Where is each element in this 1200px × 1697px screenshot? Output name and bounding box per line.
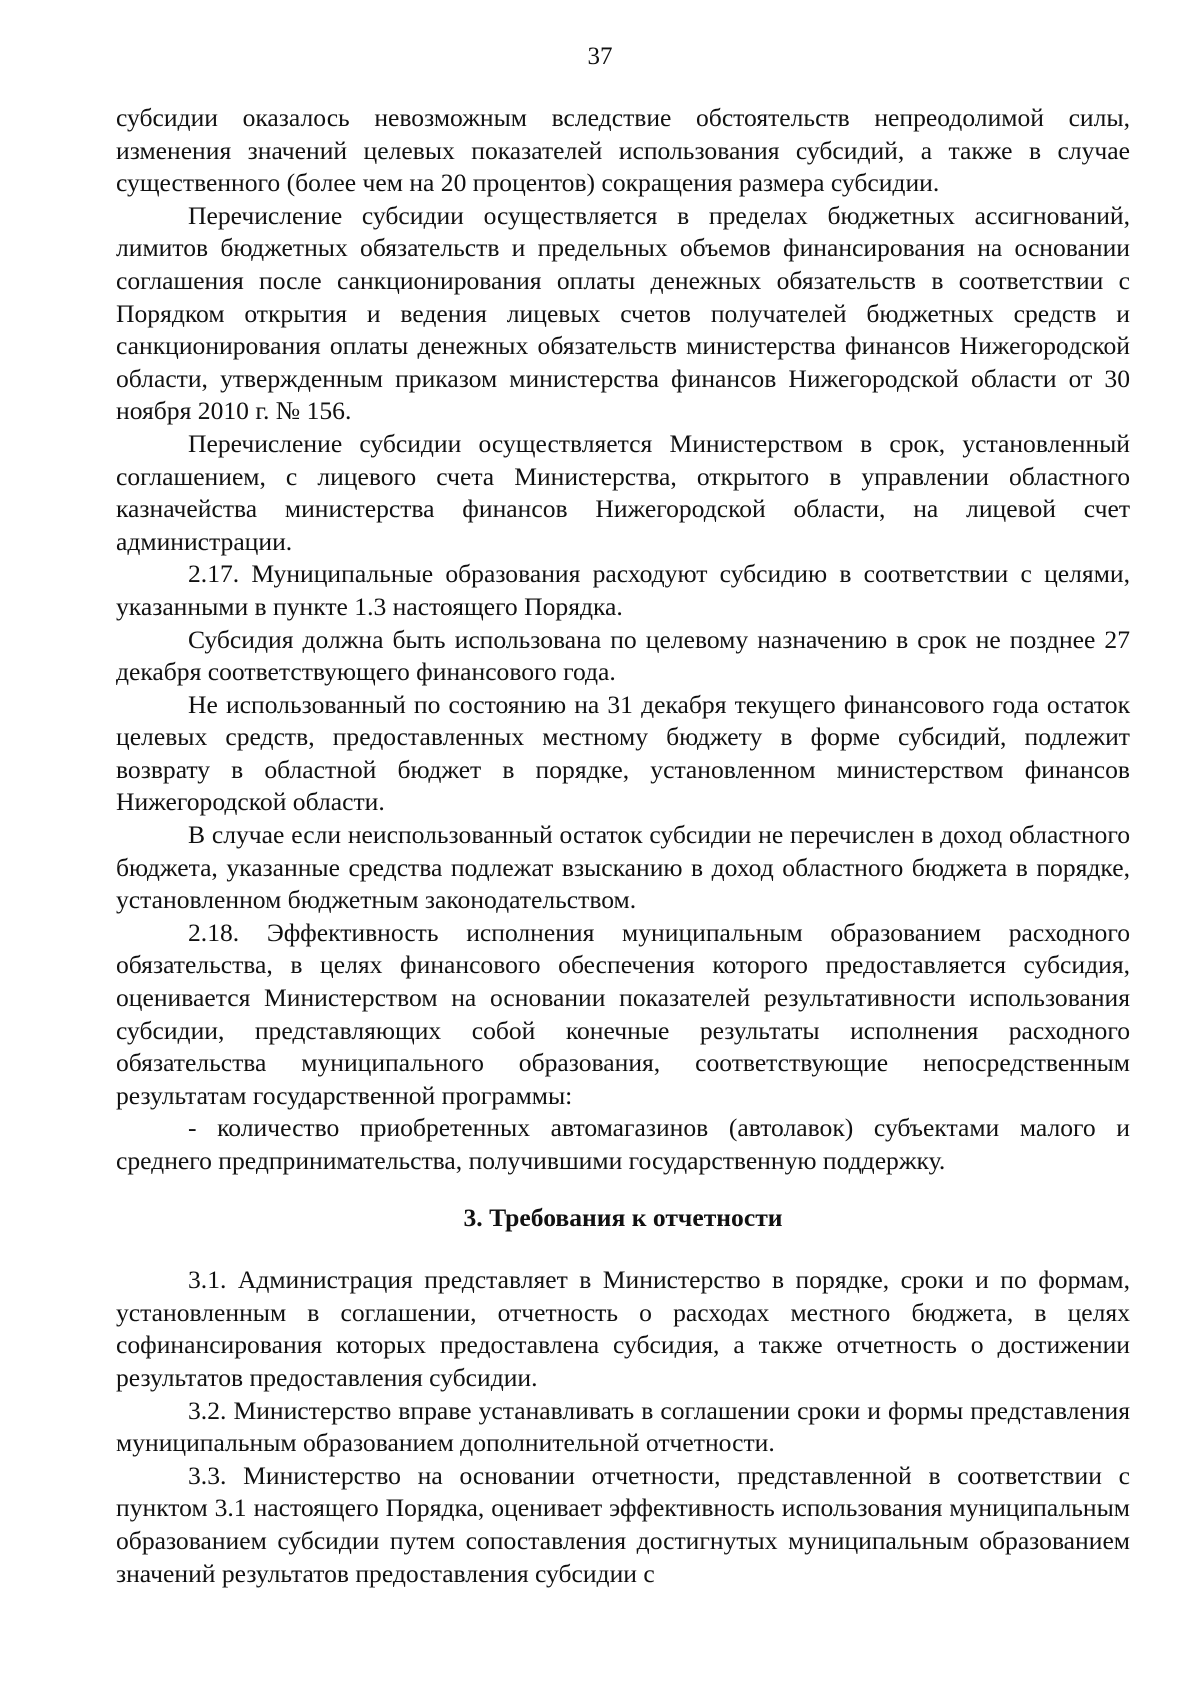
paragraph: Перечисление субсидии осуществляется в пределах бюджетных ассигнований, лимитов бюджетных обязательств и предельных объемов финансирования на основании соглашения после санкционирования оплаты денежных обязательств в соответствии с Порядком открытия и ведения лицевых счетов получателей бюджетных средств и санкционирования оплаты денежных обязательств министерства финансов Нижегородской области, утвержденным приказом министерства финансов Нижегородской области от 30 ноября 2010 г. № 156.: [116, 200, 1130, 426]
paragraph: Не использованный по состоянию на 31 декабря текущего финансового года остаток целевых средств, предоставленных местному бюджету в форме субсидий, подлежит возврату в областной бюджет в порядке, установленном министерством финансов Нижегородской области.: [116, 689, 1130, 817]
paragraph: 3.1. Администрация представляет в Министерство в порядке, сроки и по формам, установленным в соглашении, отчетность о расходах местного бюджета, в целях софинансирования которых предоставлена субсидия, а также отчетность о достижении результатов предоставления субсидии.: [116, 1265, 1130, 1392]
paragraph: 2.17. Муниципальные образования расходуют субсидию в соответствии с целями, указанными в пункте 1.3 настоящего Порядка.: [116, 559, 1130, 621]
paragraph: В случае если неиспользованный остаток субсидии не перечислен в доход областного бюджета, указанные средства подлежат взысканию в доход областного бюджета в порядке, установленном бюджетным законодательством.: [116, 820, 1130, 915]
paragraph: субсидии оказалось невозможным вследствие обстоятельств непреодолимой силы, изменения значений целевых показателей использования субсидий, а также в случае существенного (более чем на 20 процентов) сокращения размера субсидии.: [116, 103, 1130, 198]
paragraph: 2.18. Эффективность исполнения муниципальным образованием расходного обязательства, в целях финансового обеспечения которого предоставляется субсидия, оценивается Министерством на основании показателей результативности использования субсидии, представляющих собой конечные результаты исполнения расходного обязательства муниципального образования, соответствующие непосредственным результатам государственной программы:: [116, 917, 1130, 1110]
paragraph: Субсидия должна быть использована по целевому назначению в срок не позднее 27 декабря соответствующего финансового года.: [116, 624, 1130, 687]
paragraph: - количество приобретенных автомагазинов (автолавок) субъектами малого и среднего предпринимательства, получившими государственную поддержку.: [116, 1113, 1130, 1175]
paragraph: 3.2. Министерство вправе устанавливать в соглашении сроки и формы представления муниципальным образованием дополнительной отчетности.: [116, 1395, 1130, 1458]
page-number: 37: [587, 43, 613, 70]
paragraph: Перечисление субсидии осуществляется Министерством в срок, установленный соглашением, с лицевого счета Министерства, открытого в управлении областного казначейства министерства финансов Нижегородской области, на лицевой счет администрации.: [116, 428, 1130, 556]
section-heading: 3. Требования к отчетности: [463, 1202, 783, 1232]
paragraph: 3.3. Министерство на основании отчетности, представленной в соответствии с пунктом 3.1 настоящего Порядка, оценивает эффективность использования муниципальным образованием субсидии путем сопоставления достигнутых муниципальным образованием значений результатов предоставления субсидии с: [116, 1460, 1130, 1588]
document-body: [116, 102, 1130, 1590]
